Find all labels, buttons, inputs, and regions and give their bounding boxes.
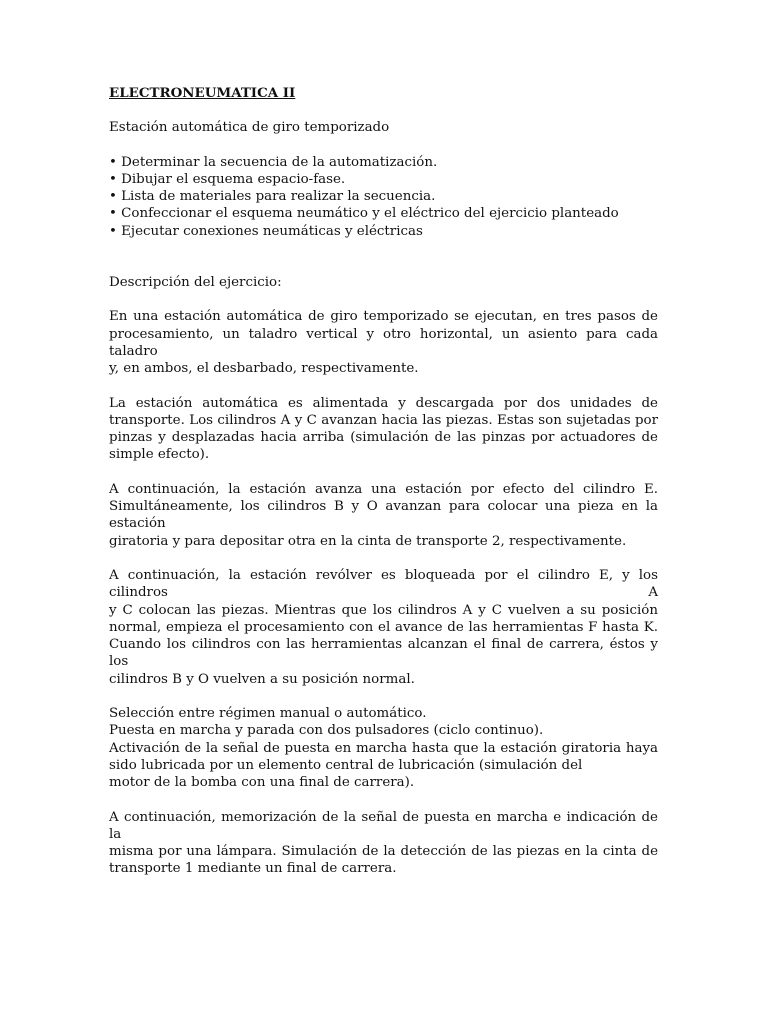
paragraph-line: normal, empieza el procesamiento con el avance de las herramientas F hasta K. — [109, 619, 658, 635]
paragraph-line: simple efecto). — [109, 447, 210, 463]
paragraph-line: transporte. Los cilindros A y C avanzan hacia las piezas. Estas son sujetadas por — [109, 412, 658, 428]
description-paragraph-6 — [109, 809, 658, 878]
task-list — [109, 154, 658, 240]
paragraph-line: sido lubricada por un elemento central de lubricación (simulación del — [109, 757, 583, 773]
task-item: • Ejecutar conexiones neumáticas y eléctricas — [109, 223, 423, 239]
paragraph-line: y, en ambos, el desbarbado, respectivamente. — [109, 361, 419, 377]
task-item: • Determinar la secuencia de la automatización. — [109, 154, 438, 170]
paragraph-line: Simultáneamente, los cilindros B y O avanzan para colocar una pieza en la estación — [109, 499, 658, 532]
task-item: • Lista de materiales para realizar la secuencia. — [109, 189, 436, 205]
paragraph-line: A continuación, memorización de la señal de puesta en marcha e indicación de la — [109, 809, 658, 842]
paragraph-line: A continuación, la estación avanza una estación por efecto del cilindro E. — [109, 481, 658, 497]
task-item: • Confeccionar el esquema neumático y el eléctrico del ejercicio planteado — [109, 206, 619, 222]
description-paragraph-5 — [109, 705, 658, 791]
document-page — [109, 85, 658, 895]
task-item: • Dibujar el esquema espacio-fase. — [109, 171, 346, 187]
paragraph-line: motor de la bomba con una final de carrera). — [109, 775, 415, 791]
paragraph-line: En una estación automática de giro temporizado se ejecutan, en tres pasos de — [109, 309, 658, 325]
document-subtitle: Estación automática de giro temporizado — [109, 120, 390, 136]
description-paragraph-2 — [109, 395, 658, 464]
paragraph-line: cilindros B y O vuelven a su posición normal. — [109, 671, 415, 687]
document-title: ELECTRONEUMATICA II — [109, 85, 296, 101]
paragraph-line: A continuación, la estación revólver es bloqueada por el cilindro E, y los cilindros A — [109, 567, 658, 601]
description-paragraph-4 — [109, 567, 658, 688]
description-heading: Descripción del ejercicio: — [109, 275, 282, 291]
description-paragraph-3 — [109, 481, 658, 550]
paragraph-line: procesamiento, un taladro vertical y otro horizontal, un asiento para cada taladro — [109, 326, 658, 359]
paragraph-line: Selección entre régimen manual o automático. — [109, 706, 427, 722]
paragraph-line: pinzas y desplazadas hacia arriba (simulación de las pinzas por actuadores de — [109, 430, 658, 446]
description-paragraph-1 — [109, 308, 658, 377]
paragraph-line: misma por una lámpara. Simulación de la detección de las piezas en la cinta de — [109, 844, 658, 860]
paragraph-line: y C colocan las piezas. Mientras que los cilindros A y C vuelven a su posición — [109, 602, 658, 618]
paragraph-line: Cuando los cilindros con las herramientas alcanzan el final de carrera, éstos y los — [109, 637, 658, 670]
paragraph-line: transporte 1 mediante un final de carrera. — [109, 861, 397, 877]
paragraph-line: Activación de la señal de puesta en marcha hasta que la estación giratoria haya — [109, 740, 658, 756]
paragraph-line: Puesta en marcha y parada con dos pulsadores (ciclo continuo). — [109, 723, 544, 739]
paragraph-line: La estación automática es alimentada y descargada por dos unidades de — [109, 395, 658, 411]
paragraph-line: giratoria y para depositar otra en la cinta de transporte 2, respectivamente. — [109, 533, 627, 549]
